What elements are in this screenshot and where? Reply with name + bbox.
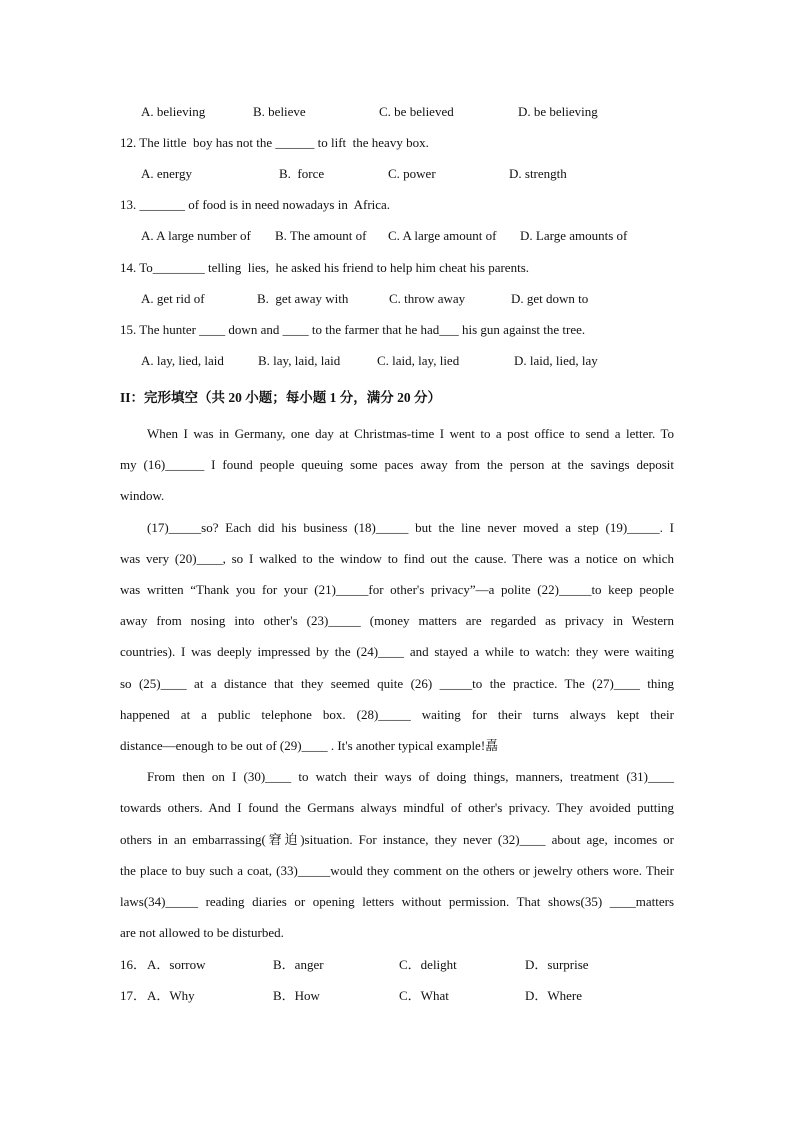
q13-option-d: D. Large amounts of [520,228,628,243]
q11-option-c: C. be believed [379,104,454,119]
passage-p1-line-1: When I was in Germany, one day at Christmas-time I went to a post office to send a letter. To [147,426,674,441]
q17-option-a: A．Why [147,988,195,1003]
passage-p1-line-3: window. [120,488,165,503]
passage-p2-line-2: was very (20)____, so I walked to the window to find out the cause. There was a notice on which [120,551,674,566]
q16-option-d: D．surprise [525,957,589,972]
q15-stem: 15. The hunter ____ down and ____ to the farmer that he had___ his gun against the tree. [120,322,586,337]
passage-p1-line-2: my (16)______ I found people queuing some paces away from the person at the savings deposit [120,457,674,472]
passage-p2-line-3: was written “Thank you for your (21)_____for other's privacy”—a polite (22)_____to keep people [120,582,674,597]
q11-option-d: D. be believing [518,104,598,119]
q15-option-d: D. laid, lied, lay [514,353,598,368]
q15-option-c: C. laid, lay, lied [377,353,460,368]
q13-option-b: B. The amount of [275,228,367,243]
q16-option-b: B．anger [273,957,324,972]
q13-option-a: A. A large number of [141,228,251,243]
q14-option-c: C. throw away [389,291,466,306]
passage-p2-line-8: distance—enough to be out of (29)____ . It's another typical example!嚞 [120,738,499,753]
passage-p2-line-7: happened at a public telephone box. (28)_____ waiting for their turns always kept their [120,707,674,722]
passage-p3-line-5: laws(34)_____ reading diaries or opening letters without permission. That shows(35) ____matters [120,894,674,909]
q13-option-c: C. A large amount of [388,228,497,243]
q14-option-a: A. get rid of [141,291,205,306]
passage-p3-line-3: others in an embarrassing(窘迫)situation. For instance, they never (32)____ about age, incomes or [120,832,674,847]
passage-p3-line-2: towards others. And I found the Germans always mindful of other's privacy. They avoided putting [120,800,674,815]
q16-number: 16． [120,957,147,972]
q13-stem: 13. _______ of food is in need nowadays in Africa. [120,197,391,212]
q12-option-b: B. force [279,166,325,181]
q12-option-a: A. energy [141,166,193,181]
passage-p3-line-1: From then on I (30)____ to watch their ways of doing things, manners, treatment (31)____ [147,769,674,784]
q14-stem: 14. To________ telling lies, he asked his friend to help him cheat his parents. [120,260,529,275]
passage-p2-line-1: (17)_____so? Each did his business (18)_____ but the line never moved a step (19)_____. I [147,520,674,535]
q17-option-d: D．Where [525,988,583,1003]
passage-p2-line-5: countries). I was deeply impressed by the (24)____ and stayed a while to watch: they were waiting [120,644,674,659]
q15-option-a: A. lay, lied, laid [141,353,224,368]
passage-p2-line-6: so (25)____ at a distance that they seemed quite (26) _____to the practice. The (27)____ thing [120,676,674,691]
q16-option-c: C．delight [399,957,457,972]
q16-option-a: A．sorrow [147,957,206,972]
q11-option-b: B. believe [253,104,306,119]
passage-p3-line-6: are not allowed to be disturbed. [120,925,284,940]
q15-option-b: B. lay, laid, laid [258,353,341,368]
q17-option-c: C．What [399,988,449,1003]
q17-number: 17． [120,988,147,1003]
q12-option-d: D. strength [509,166,567,181]
q17-option-b: B．How [273,988,320,1003]
passage-p3-line-4: the place to buy such a coat, (33)_____would they comment on the others or jewelry others wore. Their [120,863,674,878]
q12-option-c: C. power [388,166,436,181]
q14-option-b: B. get away with [257,291,349,306]
q14-option-d: D. get down to [511,291,589,306]
q11-option-a: A. believing [141,104,206,119]
section-heading-cloze: II：完形填空（共 20 小题；每小题 1 分，满分 20 分） [120,390,442,405]
q12-stem: 12. The little boy has not the ______ to lift the heavy box. [120,135,429,150]
passage-p2-line-4: away from nosing into other's (23)_____ (money matters are regarded as privacy in Western [120,613,674,628]
